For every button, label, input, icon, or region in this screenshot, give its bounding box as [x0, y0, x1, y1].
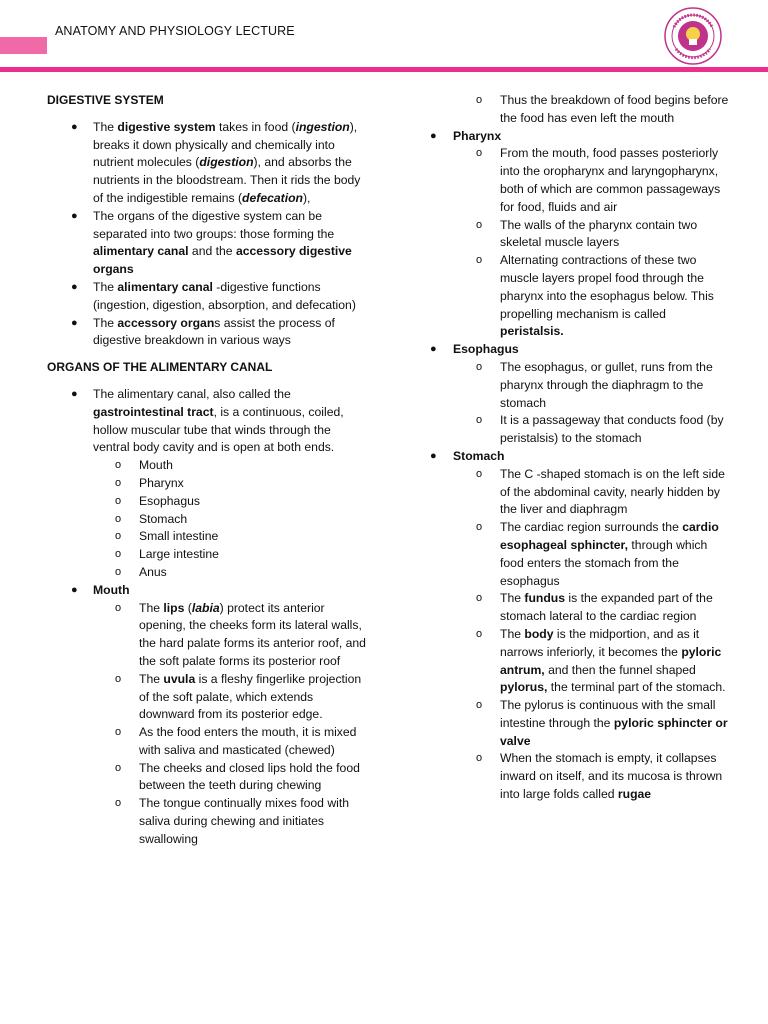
organ-item: o Mouth	[47, 457, 367, 475]
mouth-item: o The cheeks and closed lips hold the food between the teeth during chewing	[115, 760, 360, 793]
section-heading-organs: ORGANS OF THE ALIMENTARY CANAL	[47, 360, 273, 375]
hollow-bullet-icon: o	[115, 726, 122, 739]
hollow-bullet-icon: o	[476, 627, 483, 640]
stomach-item: o The body is the midportion, and as it narrows inferiorly, it becomes the pyloric antrum, and then the funnel shaped pylorus, the terminal part of the stomach.	[476, 626, 726, 695]
organ-item: o Esophagus	[47, 493, 367, 511]
esophagus-item: o The esophagus, or gullet, runs from the pharynx through the diaphragm to the stomach	[476, 359, 713, 410]
hollow-bullet-icon: o	[476, 467, 483, 480]
pharynx-item: o Alternating contractions of these two muscle layers propel food through the pharynx into the esophagus below. This propelling mechanism is called peristalsis.	[476, 253, 714, 339]
pharynx-item: o The walls of the pharynx contain two skeletal muscle layers	[476, 217, 698, 250]
right-list	[430, 92, 730, 804]
hollow-bullet-icon: o	[476, 521, 483, 534]
hollow-bullet-icon: o	[115, 672, 122, 685]
stomach-heading: ● Stomach	[430, 448, 730, 466]
organ-item: o Stomach	[47, 511, 367, 529]
mouth-item: o As the food enters the mouth, it is mixed with saliva and masticated (chewed)	[115, 725, 357, 757]
mouth-heading: ● Mouth	[47, 582, 367, 600]
hollow-bullet-icon: o	[476, 414, 483, 427]
stomach-item: o The pylorus is continuous with the small intestine through the pyloric sphincter or valve	[476, 698, 728, 748]
header-title: ANATOMY AND PHYSIOLOGY LECTURE	[55, 24, 295, 38]
stomach-item: o When the stomach is empty, it collapses inward on itself, and its mucosa is thrown into large folds called rugae	[476, 751, 723, 802]
section-heading-digestive-system: DIGESTIVE SYSTEM	[47, 93, 164, 107]
hollow-bullet-icon: o	[115, 761, 122, 774]
mouth-item: o The tongue continually mixes food with saliva during chewing and initiates swallowing	[115, 796, 350, 846]
header-accent-tab	[0, 37, 47, 54]
college-seal-logo	[664, 7, 722, 65]
hollow-bullet-icon: o	[476, 592, 483, 605]
organ-item: o Small intestine	[47, 528, 367, 546]
hollow-bullet-icon: o	[115, 548, 122, 561]
organs-list	[47, 386, 367, 849]
hollow-bullet-icon: o	[115, 530, 122, 543]
hollow-bullet-icon: o	[115, 459, 122, 472]
mouth-item: o Thus the breakdown of food begins before the food has even left the mouth	[476, 93, 729, 125]
stomach-item: o The cardiac region surrounds the cardio esophageal sphincter, through which food enters the stomach from the esophagus	[476, 520, 719, 588]
hollow-bullet-icon: o	[115, 494, 122, 507]
list-item: ● The digestive system takes in food (ingestion), breaks it down physically and chemically into nutrient molecules (digestion), and absorbs the nutrients in the bloodstream. Then it rids the body of the indigestible remains (defecation),	[71, 119, 361, 205]
hollow-bullet-icon: o	[115, 565, 122, 578]
bullet-icon: ●	[71, 280, 78, 293]
stomach-item: o The fundus is the expanded part of the stomach lateral to the cardiac region	[476, 591, 713, 624]
bullet-icon: ●	[71, 387, 78, 400]
list-item: ● The accessory organs assist the process of digestive breakdown in various ways	[71, 315, 335, 348]
hollow-bullet-icon: o	[476, 254, 483, 267]
bullet-icon: ●	[71, 209, 78, 222]
pharynx-heading: ● Pharynx	[430, 128, 730, 146]
bullet-icon: ●	[71, 120, 78, 133]
digestive-system-list	[47, 119, 367, 350]
esophagus-item: o It is a passageway that conducts food (by peristalsis) to the stomach	[476, 413, 724, 446]
bullet-icon: ●	[430, 343, 437, 356]
bullet-icon: ●	[71, 316, 78, 329]
list-item: ● The organs of the digestive system can be separated into two groups: those forming the alimentary canal and the accessory digestive organs	[71, 208, 352, 277]
list-item: ● The alimentary canal -digestive functions (ingestion, digestion, absorption, and defecation)	[71, 279, 356, 312]
hollow-bullet-icon: o	[476, 699, 483, 712]
hollow-bullet-icon: o	[476, 147, 483, 160]
list-item: ● The alimentary canal, also called the gastrointestinal tract, is a continuous, coiled, hollow muscular tube that winds through the ventral body cavity and is open at both ends.	[71, 386, 344, 455]
bullet-icon: ●	[430, 449, 437, 462]
organ-item: o Pharynx	[47, 475, 367, 493]
organ-item: o Anus	[47, 564, 367, 582]
hollow-bullet-icon: o	[476, 94, 483, 106]
hollow-bullet-icon: o	[115, 512, 122, 525]
hollow-bullet-icon: o	[476, 218, 483, 231]
mouth-item: o The lips (labia) protect its anterior opening, the cheeks form its lateral walls, the hard palate forms its anterior roof, and the soft palate forms its posterior roof	[115, 600, 366, 668]
right-column	[430, 92, 730, 804]
hollow-bullet-icon: o	[115, 797, 122, 810]
mouth-item: o The uvula is a fleshy fingerlike projection of the soft palate, which extends downward from its posterior edge.	[115, 671, 362, 722]
organ-item: o Large intestine	[47, 546, 367, 564]
hollow-bullet-icon: o	[476, 360, 483, 373]
hollow-bullet-icon: o	[115, 601, 122, 614]
bullet-icon: ●	[430, 129, 437, 142]
pharynx-item: o From the mouth, food passes posteriorly into the oropharynx and laryngopharynx, both of which are common passageways for food, fluids and air	[476, 146, 721, 214]
stomach-item: o The C -shaped stomach is on the left side of the abdominal cavity, nearly hidden by the liver and diaphragm	[476, 466, 725, 517]
header-rule	[0, 67, 768, 72]
hollow-bullet-icon: o	[476, 752, 483, 765]
left-column	[47, 92, 367, 849]
esophagus-heading: ● Esophagus	[430, 341, 730, 359]
hollow-bullet-icon: o	[115, 476, 122, 489]
bullet-icon: ●	[71, 583, 78, 596]
